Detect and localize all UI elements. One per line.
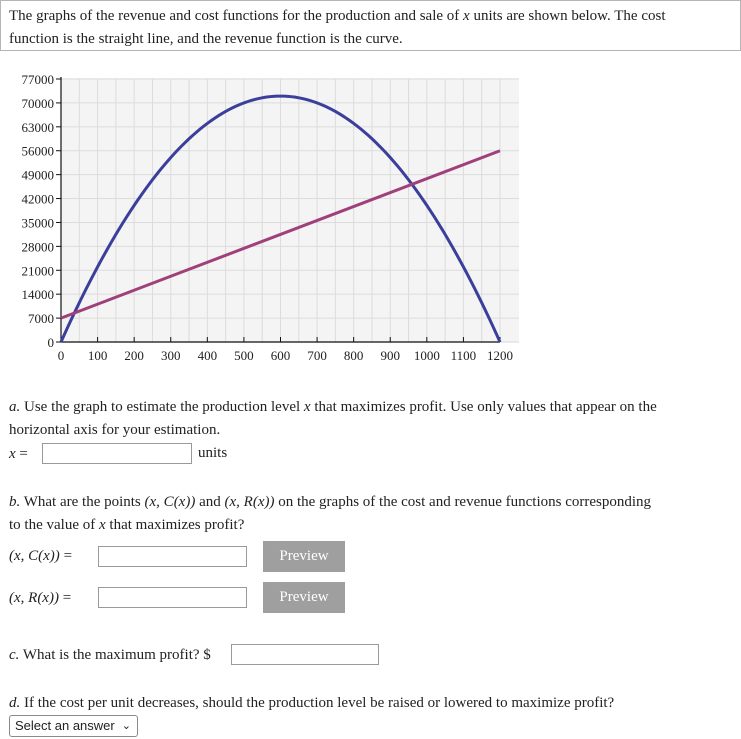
x-tick-label: 0	[57, 348, 65, 363]
x-tick-label: 700	[307, 348, 327, 363]
preview-rev-button[interactable]: Preview	[263, 582, 345, 613]
part-b-text-and: and	[195, 494, 225, 510]
y-tick-label: 0	[47, 335, 54, 350]
part-a-text-1: Use the graph to estimate the production level	[20, 399, 304, 415]
raise-lower-select[interactable]	[9, 715, 138, 737]
intro-text-3: function is the straight line, and the revenue function is the curve.	[9, 31, 403, 47]
preview-cost-button[interactable]: Preview	[263, 541, 345, 572]
rev-point-label	[9, 588, 71, 609]
x-tick-label: 200	[124, 348, 144, 363]
part-b-prompt	[9, 491, 651, 537]
x-tick-label: 800	[343, 348, 364, 363]
revenue-cost-chart	[0, 68, 530, 368]
part-a-answer-eq: =	[15, 446, 28, 462]
x-tick-label: 1000	[413, 348, 440, 363]
units-label: units	[198, 445, 228, 461]
intro-var-x: x	[463, 8, 470, 24]
x-tick-label: 300	[161, 348, 181, 363]
part-a-prompt	[9, 396, 657, 442]
part-d-letter: d.	[9, 695, 21, 711]
x-tick-label: 100	[87, 348, 108, 363]
part-a-answer-var: x	[9, 446, 16, 462]
y-tick-label: 28000	[21, 239, 54, 255]
x-tick-label: 1200	[487, 348, 513, 363]
y-axis-ticks	[22, 72, 62, 350]
x-answer-input[interactable]	[42, 443, 192, 464]
part-b-point-cost: (x, C(x))	[144, 494, 196, 510]
y-tick-label: 77000	[21, 72, 54, 87]
part-c-text: What is the maximum profit? $	[19, 647, 211, 663]
part-b-text-2: on the graphs of the cost and revenue functions corresponding	[274, 494, 652, 510]
rev-point-input[interactable]	[98, 587, 247, 608]
part-a-text-2: that maximizes profit. Use only values that appear on the	[310, 399, 657, 415]
x-tick-label: 400	[197, 348, 218, 363]
x-tick-label: 900	[380, 348, 400, 363]
rev-point-eq: =	[58, 590, 72, 606]
y-tick-label: 42000	[21, 191, 54, 207]
part-a-var-x: x	[303, 399, 311, 415]
cost-point-input[interactable]	[98, 546, 247, 567]
part-c-letter: c.	[9, 647, 20, 663]
cost-point-label	[9, 546, 72, 567]
y-tick-label: 21000	[21, 263, 54, 279]
cost-point-label-text: (x, C(x))	[9, 548, 60, 564]
part-b-text-3: to the value of	[9, 517, 99, 533]
max-profit-input[interactable]	[231, 644, 379, 665]
x-tick-label: 500	[234, 348, 254, 363]
y-tick-label: 63000	[21, 119, 54, 135]
intro-text-2: units are shown below. The cost	[469, 8, 666, 24]
y-tick-label: 14000	[21, 287, 54, 303]
y-tick-label: 56000	[21, 143, 54, 159]
part-b-text-4: that maximizes profit?	[105, 517, 245, 533]
part-b-var-x: x	[98, 517, 106, 533]
part-b-text-1: What are the points	[20, 494, 145, 510]
y-tick-label: 49000	[21, 167, 54, 183]
x-tick-label: 1100	[450, 348, 477, 363]
chevron-down-icon: ⌄	[121, 720, 131, 732]
part-b-point-rev: (x, R(x))	[224, 494, 275, 510]
y-tick-label: 7000	[28, 311, 54, 327]
select-value: Select an answer	[15, 718, 115, 733]
rev-point-label-text: (x, R(x))	[9, 590, 59, 606]
y-tick-label: 70000	[21, 95, 54, 111]
part-a-text-3: horizontal axis for your estimation.	[9, 422, 221, 438]
x-tick-label: 600	[270, 348, 291, 363]
part-d-text: If the cost per unit decreases, should the production level be raised or lowered to maximize profit?	[20, 695, 615, 711]
part-b-letter: b.	[9, 494, 21, 510]
part-a-answer-label	[9, 444, 28, 465]
part-a-letter: a.	[9, 399, 21, 415]
y-tick-label: 35000	[21, 215, 54, 231]
part-c-prompt	[9, 644, 211, 667]
cost-point-eq: =	[59, 548, 73, 564]
intro-text-1: The graphs of the revenue and cost functions for the production and sale of	[9, 8, 464, 24]
part-d-prompt	[9, 692, 614, 715]
problem-intro	[0, 0, 741, 51]
